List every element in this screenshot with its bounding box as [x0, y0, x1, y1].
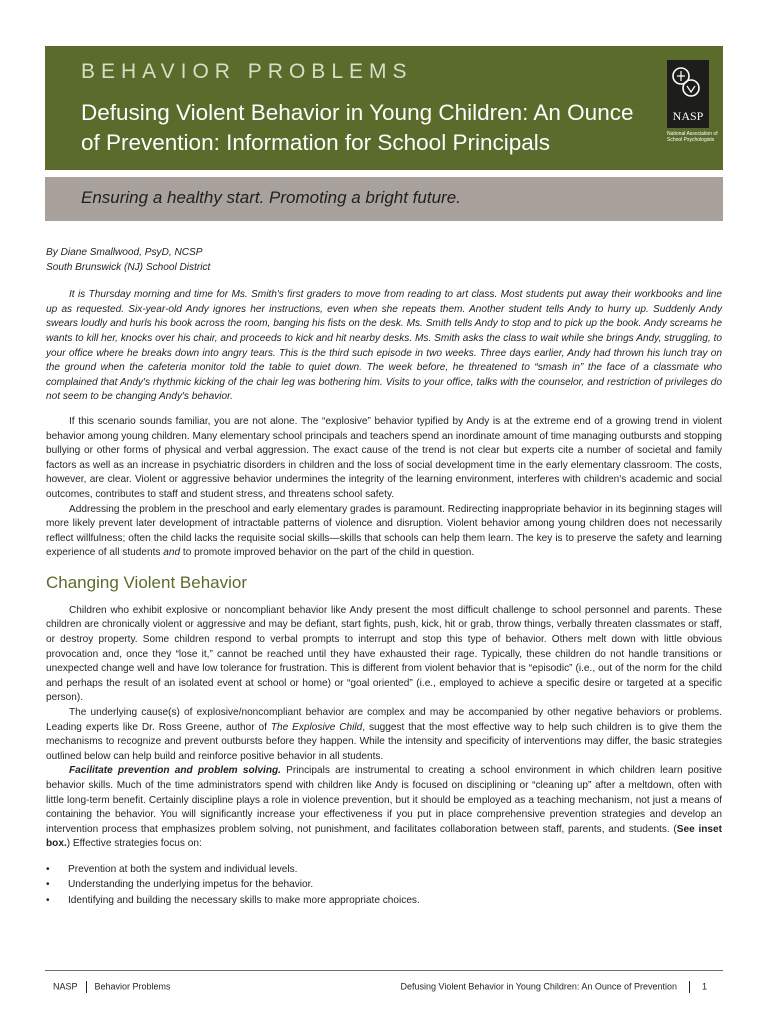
- footer-org: NASP: [53, 981, 78, 992]
- paragraph-2: Addressing the problem in the preschool and early elementary grades is paramount. Redirecting inappropriate behavior in its beginning stages will more likely prevent later development of intractable patterns of violence and disruption. Violent behavior among young children does not necessarily reflect willfulness; often the child lacks the requisite social skills—skills that schools can help them learn. The key is to preserve the safety and learning experience of all students and to promote improved behavior on the part of the child in question.: [46, 503, 722, 559]
- nasp-logo: [667, 60, 709, 128]
- footer-title: Defusing Violent Behavior in Young Children: An Ounce of Prevention: [400, 981, 677, 992]
- bullet-icon: •: [46, 894, 50, 906]
- footer-section: Behavior Problems: [94, 981, 171, 992]
- intro-scenario: It is Thursday morning and time for Ms. Smith's first graders to move from reading to art class. Most students put away their workbooks and line up as requested. Six-year-old Andy ignores her instructions, even when she repeats them. Another student tells Andy to hurry up. Suddenly Andy swears loudly and hurls his book across the room, banging his fists on the desk. Ms. Smith tells Andy to stop and to pick up the book. Andy screams he wants to kill her, knocks over his chair, and proceeds to kick and hit nearby desks. Ms. Smith asks the class to wait while she brings Andy, struggling, to your office where he breaks down into angry tears. This is the third such episode in two weeks. Three days earlier, Andy had thrown his lunch tray on the ground when the cafeteria monitor told the table to quiet down. The week before, he threatened to “smash in” the face of a classmate who complained that Andy's rhythmic kicking of the chair leg was bothering him. Visits to your office, talks with the counselor, and restriction of privileges do not seem to be changing Andy's behavior.: [46, 289, 722, 403]
- list-item: • Identifying and building the necessary skills to make more appropriate choices.: [46, 893, 722, 909]
- series-kicker: BEHAVIOR PROBLEMS: [81, 60, 413, 83]
- byline-district: South Brunswick (NJ) School District: [46, 261, 211, 273]
- byline: [46, 246, 722, 275]
- paragraph-3: Children who exhibit explosive or noncompliant behavior like Andy present the most difficult challenge to school personnel and parents. These children are chronically violent or aggressive and may be defiant, start fights, push, kick, hit or grab, throw things, verbally threaten classmates or staff, or destroy property. Some children respond to verbal prompts to interrupt and stop this type of behavior. Others melt down with little obvious provocation and, once they “lose it,” cannot be reached until they have exhausted their rage. Typically, these children do not handle transitions or unexpected change well and have low tolerance for frustration. This is different from violent behavior that is “episodic” (i.e., out of the norm for the child and perhaps the result of an isolated event at school or home) or “goal oriented” (i.e., employed to achieve a specific desire or targeted at a specific person).: [46, 604, 722, 704]
- footer-right: [400, 981, 707, 993]
- list-item: • Understanding the underlying impetus for the behavior.: [46, 877, 722, 893]
- section-heading: Changing Violent Behavior: [46, 572, 247, 592]
- footer-separator: [86, 981, 87, 993]
- paragraph-1: If this scenario sounds familiar, you are not alone. The “explosive” behavior typified by Andy is at the extreme end of a growing trend in violent behavior among young children. Many elementary school principals and teachers spend an inordinate amount of time managing outbursts and stopping bullying or other forms of physical and verbal aggression. The exact cause of the trend is not clear but experts cite a number of societal and family factors as well as an increase in psychiatric disorders in children and the loss of social development time in the early elementary classroom. The costs, however, are clear. Violent or aggressive behavior undermines the integrity of the learning environment, interferes with children's academic and social outcomes, contributes to staff and student stress, and threatens school safety.: [46, 415, 722, 500]
- nasp-logo-mark: [667, 60, 709, 128]
- document-title: Defusing Violent Behavior in Young Children: An Ounce of Prevention: Information for School Principals: [81, 100, 634, 155]
- bullet-icon: •: [46, 863, 50, 875]
- header-banner: [45, 46, 723, 170]
- logo-wordmark: NASP: [672, 109, 704, 123]
- paragraph-4: The underlying cause(s) of explosive/noncompliant behavior are complex and may be accompanied by other negative behaviors or problems. Leading experts like Dr. Ross Greene, author of The Explosive Child, suggest that the most effective way to help such children is to give them the mechanisms to recognize and prevent outbursts before they happen. While the intensity and specificity of interventions may differ, the basic strategies outlined below can help build and reinforce positive behavior in all students.: [46, 707, 723, 762]
- tagline-bar: [45, 177, 723, 221]
- footer-left: [53, 981, 171, 993]
- footer-divider: [45, 970, 723, 971]
- list-item: • Prevention at both the system and individual levels.: [46, 862, 722, 878]
- byline-author: By Diane Smallwood, PsyD, NCSP: [46, 247, 203, 258]
- logo-caption: National Association of School Psychologists: [667, 131, 718, 143]
- strategy-list: [46, 862, 722, 909]
- page-number: 1: [701, 981, 707, 992]
- bullet-icon: •: [46, 879, 50, 891]
- footer-separator: [689, 981, 690, 993]
- tagline: Ensuring a healthy start. Promoting a bright future.: [81, 188, 461, 207]
- paragraph-5: Facilitate prevention and problem solving. Principals are instrumental to creating a school environment in which children learn positive behavior skills. Much of the time administrators spend with children like Andy is focused on disciplining or “cleaning up” after a meltdown, often with little long-term benefit. Certainly discipline plays a role in violence prevention, but it should be employed as a teaching mechanism, not just a means of containing the behavior. You will significantly increase your effectiveness if you put in place comprehensive prevention strategies and develop an intervention process that emphasizes problem solving, not punishment, and facilitates collaboration between staff, parents, and students. (See inset box.) Effective strategies focus on:: [46, 765, 722, 850]
- article-body: [46, 246, 722, 908]
